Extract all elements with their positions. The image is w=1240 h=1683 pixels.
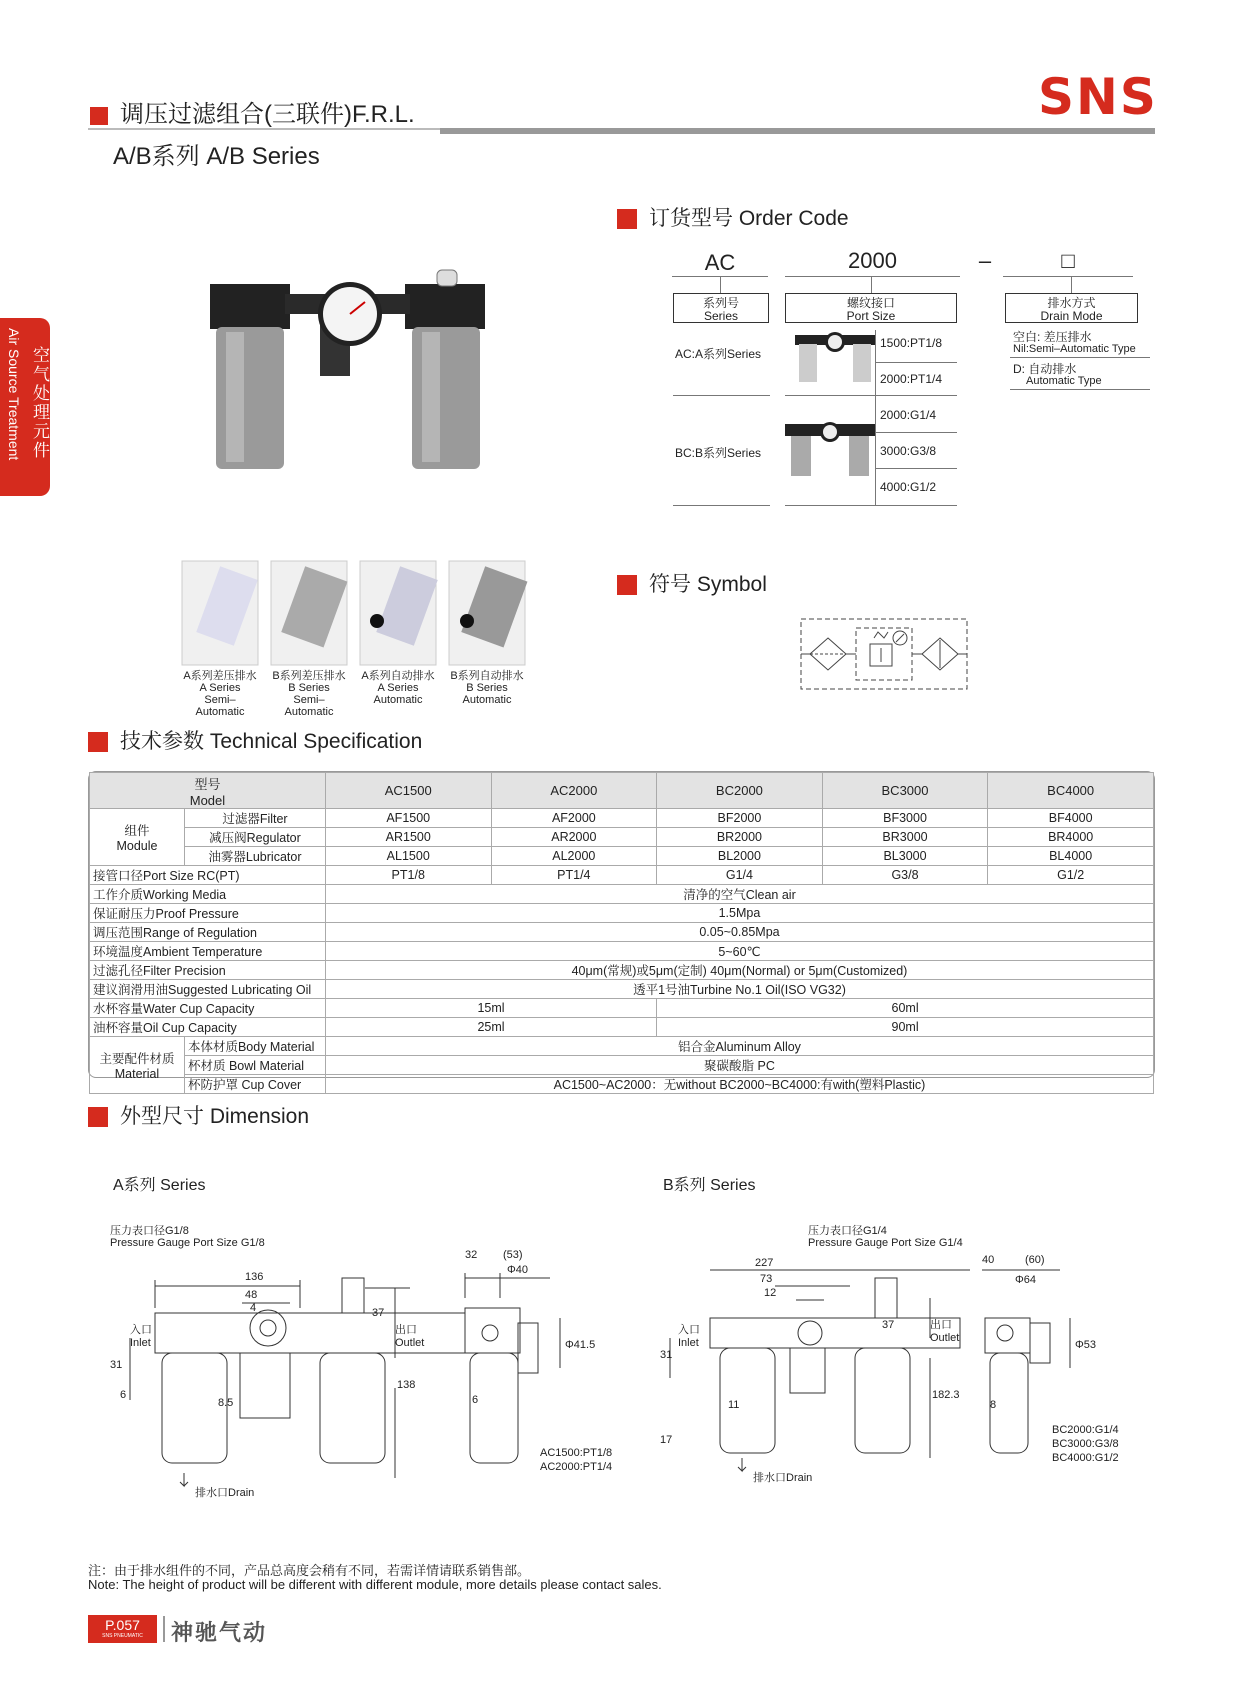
header-divider-thick — [440, 128, 1155, 134]
model-cn: 型号 — [194, 776, 221, 792]
table-cell: BF4000 — [988, 809, 1154, 828]
table-cell: BR2000 — [657, 828, 823, 847]
bullet-square-icon — [88, 1107, 108, 1127]
drain-box-en: Drain Mode — [1040, 309, 1103, 323]
row-divider — [785, 395, 957, 396]
thumb-en: Automatic — [195, 706, 245, 718]
drain-thumbnails — [182, 561, 526, 665]
side-port: BC4000:G1/2 — [1052, 1452, 1119, 1464]
row-label: 杯材质 Bowl Material — [184, 1056, 325, 1075]
bullet-square-icon — [617, 209, 637, 229]
row-label: 油雾器Lubricator — [184, 847, 325, 866]
table-row — [90, 809, 1154, 828]
table-row — [90, 1037, 1154, 1056]
thumb-caption — [356, 670, 440, 706]
dim-label: 11 — [728, 1399, 740, 1411]
series-box-cn: 系列号 — [702, 296, 739, 310]
dim-label: 73 — [760, 1273, 773, 1285]
note-en: Note: The height of product will be different with different module, more details please contact sales. — [88, 1577, 662, 1592]
code-underline — [785, 276, 960, 277]
table-cell: BL2000 — [657, 847, 823, 866]
page-subtitle: A/B系列 A/B Series — [113, 143, 320, 170]
row-label: 水杯容量Water Cup Capacity — [90, 999, 326, 1018]
thumb-en: Semi– — [204, 694, 236, 706]
thumb-cn: B系列自动排水 — [450, 670, 524, 682]
table-row — [90, 1075, 1154, 1094]
table-cell: 60ml — [657, 999, 1154, 1018]
table-row — [90, 1018, 1154, 1037]
thumb-cn: A系列自动排水 — [361, 670, 435, 682]
module-label — [90, 809, 185, 866]
port-box-cn: 螺纹接口 — [846, 296, 895, 310]
table-cell: 40μm(常规)或5μm(定制) 40μm(Normal) or 5μm(Customized) — [325, 961, 1153, 980]
table-cell: 透平1号油Turbine No.1 Oil(ISO VG32) — [325, 980, 1153, 999]
a-series-thumb — [795, 330, 875, 388]
code-dash: – — [978, 248, 992, 273]
dim-label: 227 — [755, 1257, 774, 1269]
table-row — [90, 828, 1154, 847]
dim-label: Φ53 — [1075, 1339, 1097, 1351]
connector-line — [871, 276, 872, 293]
drain-box — [1005, 293, 1138, 323]
table-cell: G3/8 — [822, 866, 988, 885]
dim-label: 17 — [660, 1434, 673, 1446]
series-a-label: AC:A系列Series — [675, 347, 762, 361]
side-port: AC2000:PT1/4 — [540, 1461, 613, 1473]
table-cell: G1/4 — [657, 866, 823, 885]
table-cell: PT1/4 — [491, 866, 657, 885]
table-row — [90, 847, 1154, 866]
side-tab-en: Air Source Treatment — [6, 328, 22, 461]
drain-divider — [1010, 357, 1150, 358]
thumb-caption — [267, 670, 351, 718]
connector-line — [720, 276, 721, 293]
drain-option: D: 自动排水 — [1013, 362, 1077, 376]
table-row — [90, 773, 1154, 809]
row-label: 过滤器Filter — [184, 809, 325, 828]
table-cell: 90ml — [657, 1018, 1154, 1037]
material-en: Material — [114, 1067, 160, 1081]
outlet-label: Outlet — [930, 1332, 960, 1344]
thumb-caption — [445, 670, 529, 706]
table-cell: AF2000 — [491, 809, 657, 828]
port-option: 3000:G3/8 — [880, 444, 937, 458]
row-label: 保证耐压力Proof Pressure — [90, 904, 326, 923]
model-en: Model — [189, 792, 226, 808]
row-divider — [875, 432, 957, 433]
page-number — [88, 1615, 157, 1643]
table-row — [90, 980, 1154, 999]
side-tab — [0, 318, 50, 496]
row-divider — [785, 505, 957, 506]
port-box — [785, 293, 957, 323]
row-divider — [673, 505, 770, 506]
module-en: Module — [116, 839, 158, 853]
brand-logo: SNS — [1038, 68, 1158, 126]
drain-option: 空白: 差压排水 — [1013, 330, 1092, 344]
dim-label: 138 — [397, 1379, 416, 1391]
table-cell: AL1500 — [325, 847, 491, 866]
table-row — [90, 904, 1154, 923]
material-label — [90, 1037, 185, 1094]
port-option: 1500:PT1/8 — [880, 336, 943, 350]
thumb-en: B Series — [466, 682, 508, 694]
dim-label: 136 — [245, 1271, 264, 1283]
spec-heading: 技术参数 Technical Specification — [88, 725, 422, 755]
row-label: 杯防护罩 Cup Cover — [184, 1075, 325, 1094]
side-port: BC2000:G1/4 — [1052, 1424, 1119, 1436]
b-series-thumb — [785, 418, 875, 480]
thumb-en: B Series — [288, 682, 330, 694]
product-photo — [200, 262, 510, 484]
port-option: 2000:PT1/4 — [880, 372, 943, 386]
model-header — [90, 773, 326, 809]
dim-label: 压力表口径G1/8 — [110, 1225, 189, 1237]
drain-label: 排水口Drain — [753, 1472, 813, 1484]
thumb-en: A Series — [377, 682, 419, 694]
connector-line — [1071, 276, 1072, 293]
frl-symbol — [800, 618, 970, 692]
inlet-label: Inlet — [130, 1337, 151, 1349]
model-cell: AC2000 — [491, 773, 657, 809]
footer-divider — [163, 1616, 165, 1642]
dim-label: Φ64 — [1015, 1274, 1037, 1286]
thumb-en: Automatic — [373, 694, 423, 706]
table-row — [90, 885, 1154, 904]
a-series-title: A系列 Series — [113, 1177, 206, 1194]
dim-label: Φ41.5 — [565, 1339, 596, 1351]
thumb-cn: B系列差压排水 — [272, 670, 346, 682]
table-cell: G1/2 — [988, 866, 1154, 885]
table-cell: BF3000 — [822, 809, 988, 828]
dim-label: Φ40 — [507, 1264, 529, 1276]
table-cell: BR4000 — [988, 828, 1154, 847]
table-cell: 5~60℃ — [325, 942, 1153, 961]
row-label: 接管口径Port Size RC(PT) — [90, 866, 326, 885]
thumb-en: Semi– — [293, 694, 325, 706]
b-series-drawing — [660, 1225, 1130, 1488]
side-port: BC3000:G3/8 — [1052, 1438, 1119, 1450]
table-row — [90, 942, 1154, 961]
table-cell: PT1/8 — [325, 866, 491, 885]
table-cell: 15ml — [325, 999, 656, 1018]
row-divider — [875, 468, 957, 469]
table-cell: AR2000 — [491, 828, 657, 847]
drain-option: Automatic Type — [1026, 375, 1102, 387]
row-label: 减压阀Regulator — [184, 828, 325, 847]
material-cn: 主要配件材质 — [99, 1052, 175, 1066]
row-label: 本体材质Body Material — [184, 1037, 325, 1056]
model-cell: BC4000 — [988, 773, 1154, 809]
drain-option: Nil:Semi–Automatic Type — [1013, 343, 1136, 355]
port-box-en: Port Size — [846, 309, 896, 323]
dim-label: 40 — [982, 1254, 995, 1266]
table-cell: BL4000 — [988, 847, 1154, 866]
table-row — [90, 866, 1154, 885]
code-size: 2000 — [848, 248, 897, 273]
port-option: 2000:G1/4 — [880, 408, 937, 422]
table-cell: 铝合金Aluminum Alloy — [325, 1037, 1153, 1056]
drain-label: 排水口Drain — [195, 1487, 255, 1499]
series-b-label: BC:B系列Series — [675, 446, 762, 460]
page-number-text: P.057 — [105, 1617, 140, 1633]
row-divider — [673, 395, 770, 396]
table-cell: 1.5Mpa — [325, 904, 1153, 923]
outlet-label: 出口 — [930, 1319, 952, 1331]
thumb-caption — [178, 670, 262, 718]
dim-label: Pressure Gauge Port Size G1/8 — [110, 1237, 265, 1249]
table-cell: AF1500 — [325, 809, 491, 828]
row-label: 建议润滑用油Suggested Lubricating Oil — [90, 980, 326, 999]
a-series-drawing — [110, 1225, 630, 1508]
table-row — [90, 999, 1154, 1018]
bullet-square-icon — [90, 107, 108, 125]
dim-label: 6 — [472, 1394, 479, 1406]
row-label: 油杯容量Oil Cup Capacity — [90, 1018, 326, 1037]
inlet-label: 入口 — [678, 1324, 700, 1336]
side-tab-cn: 空气处理元件 — [30, 346, 49, 460]
table-cell: BF2000 — [657, 809, 823, 828]
dim-label: 6 — [120, 1389, 127, 1401]
dim-label: 37 — [372, 1307, 385, 1319]
table-cell: BR3000 — [822, 828, 988, 847]
row-divider — [875, 362, 957, 363]
row-label: 调压范围Range of Regulation — [90, 923, 326, 942]
table-cell: 聚碳酸脂 PC — [325, 1056, 1153, 1075]
dim-label: 37 — [882, 1319, 895, 1331]
table-cell: AR1500 — [325, 828, 491, 847]
code-series: AC — [704, 250, 736, 275]
dim-label: 32 — [465, 1249, 478, 1261]
dim-label: 8 — [990, 1399, 997, 1411]
table-cell: 清净的空气Clean air — [325, 885, 1153, 904]
module-cn: 组件 — [124, 824, 150, 838]
series-box-en: Series — [703, 309, 738, 323]
outlet-label: Outlet — [395, 1337, 425, 1349]
bullet-square-icon — [617, 575, 637, 595]
drain-divider — [1010, 389, 1150, 390]
thumb-cn: A系列差压排水 — [183, 670, 257, 682]
table-cell: AL2000 — [491, 847, 657, 866]
table-row — [90, 923, 1154, 942]
dim-label: 182.3 — [932, 1389, 960, 1401]
table-cell: BL3000 — [822, 847, 988, 866]
row-label: 环境温度Ambient Temperature — [90, 942, 326, 961]
symbol-heading: 符号 Symbol — [617, 568, 767, 598]
inlet-label: 入口 — [130, 1324, 152, 1336]
dim-label: 48 — [245, 1289, 258, 1301]
spec-table — [88, 771, 1155, 1092]
model-cell: BC2000 — [657, 773, 823, 809]
page-title: 调压过滤组合(三联件)F.R.L. — [90, 94, 415, 129]
row-label: 工作介质Working Media — [90, 885, 326, 904]
outlet-label: 出口 — [395, 1324, 417, 1336]
side-port: AC1500:PT1/8 — [540, 1447, 613, 1459]
dimension-heading: 外型尺寸 Dimension — [88, 1100, 309, 1130]
dim-label: 压力表口径G1/4 — [808, 1225, 887, 1237]
dim-label: 12 — [764, 1287, 777, 1299]
table-row — [90, 961, 1154, 980]
thumb-en: Automatic — [284, 706, 334, 718]
model-cell: AC1500 — [325, 773, 491, 809]
port-option: 4000:G1/2 — [880, 480, 937, 494]
inlet-label: Inlet — [678, 1337, 699, 1349]
table-row — [90, 1056, 1154, 1075]
dim-label: 8.5 — [218, 1397, 234, 1409]
col-divider — [875, 330, 876, 505]
note-cn: 注：由于排水组件的不同，产品总高度会稍有不同，若需详情请联系销售部。 — [88, 1563, 531, 1578]
thumb-en: Automatic — [462, 694, 512, 706]
dim-label: Pressure Gauge Port Size G1/4 — [808, 1237, 963, 1249]
code-underline — [1003, 276, 1133, 277]
b-series-title: B系列 Series — [663, 1177, 756, 1194]
model-cell: BC3000 — [822, 773, 988, 809]
table-cell: 0.05~0.85Mpa — [325, 923, 1153, 942]
dim-label: (60) — [1025, 1254, 1045, 1266]
bullet-square-icon — [88, 732, 108, 752]
company-name: 神驰气动 — [171, 1620, 268, 1645]
dim-label: 31 — [660, 1349, 673, 1361]
order-code-heading: 订货型号 Order Code — [617, 202, 849, 232]
drain-box-cn: 排水方式 — [1047, 296, 1096, 310]
dim-label: 4 — [250, 1302, 257, 1314]
table-cell: 25ml — [325, 1018, 656, 1037]
page-number-sub: SNS PNEUMATIC — [102, 1633, 143, 1639]
code-drain-box: □ — [1061, 248, 1075, 273]
table-cell: AC1500~AC2000：无without BC2000~BC4000:有with(塑料Plastic) — [325, 1075, 1153, 1094]
dim-label: (53) — [503, 1249, 523, 1261]
row-label: 过滤孔径Filter Precision — [90, 961, 326, 980]
series-box — [673, 293, 769, 323]
dim-label: 31 — [110, 1359, 123, 1371]
thumb-en: A Series — [199, 682, 241, 694]
